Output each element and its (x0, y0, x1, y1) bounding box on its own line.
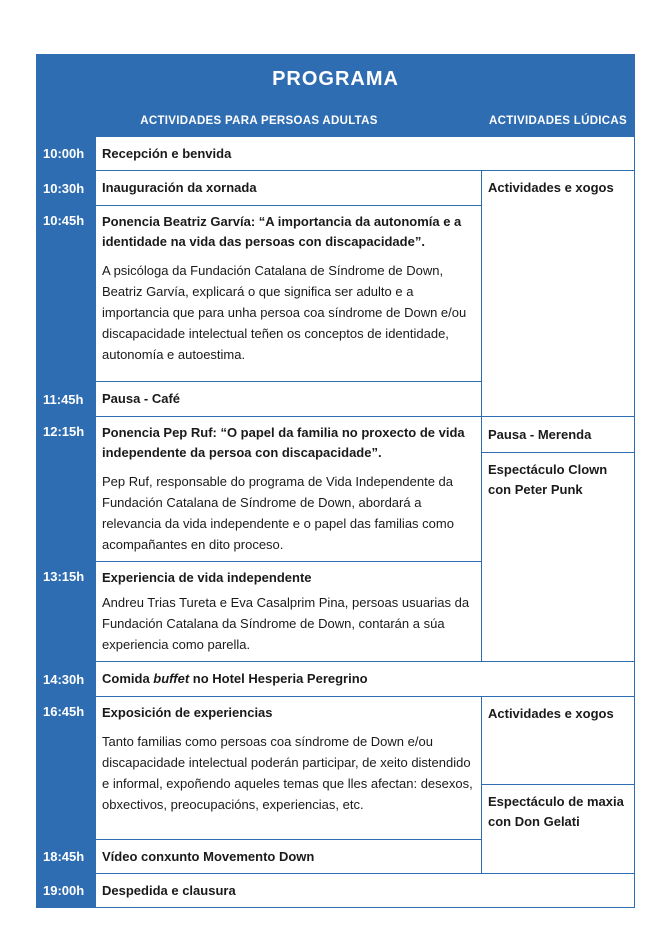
activity-title: Ponencia Beatriz Garvía: “A importancia da autonomía e a identidade na vida das persoas con discapacidade”. (102, 214, 462, 249)
time-cell: 18:45h (37, 840, 96, 874)
activity-cell (96, 137, 635, 171)
activity-title: Inauguración da xornada (102, 180, 257, 195)
activity-cell (96, 382, 482, 417)
time-cell: 13:15h (37, 562, 96, 662)
activity-cell (96, 840, 482, 874)
activity-title: Vídeo conxunto Movemento Down (102, 848, 315, 864)
activity-description: Tanto familias como persoas coa síndrome de Down e/ou discapacidade intelectual poderán participar, de xeito distendido e informal, expoñendo aqueles temas que lles afectan: desexos, obxectivos, preocupacións, experiencias, etc. (102, 734, 473, 812)
activity-description: A psicóloga da Fundación Catalana de Síndrome de Down, Beatriz Garvía, explicará o que significa ser adulto e a importancia que para unha persoa coa síndrome de Down e/ou discapacidade intelectual teñen os conceptos de identidade, autonomía e autoestima. (102, 263, 467, 362)
time-cell: 14:30h (37, 662, 96, 697)
ludic-snack-break: Pausa - Merenda (482, 417, 635, 453)
activity-title: Ponencia Pep Ruf: “O papel da familia no proxecto de vida independente da persoa con discapacidade”. (102, 425, 465, 460)
activity-cell (96, 206, 482, 382)
activity-description: Andreu Trias Tureta e Eva Casalprim Pina, persoas usuarias da Fundación Catalana da Síndrome de Down, contarán a súa experiencia como parella. (102, 595, 470, 652)
ludic-magic-show: Espectáculo de maxia con Don Gelati (482, 785, 635, 874)
activity-cell (96, 171, 482, 206)
ludic-activities-games-1: Actividades e xogos (482, 171, 635, 417)
time-cell: 10:45h (37, 206, 96, 382)
program-title: PROGRAMA (37, 55, 635, 105)
activity-title-part: Comida (102, 671, 154, 686)
time-cell: 16:45h (37, 697, 96, 840)
time-cell: 12:15h (37, 417, 96, 562)
ludic-clown-show: Espectáculo Clown con Peter Punk (482, 453, 635, 662)
header-adult-activities: ACTIVIDADES PARA PERSOAS ADULTAS (37, 105, 482, 137)
activity-cell (96, 417, 482, 562)
activity-title: Recepción e benvida (102, 145, 232, 161)
activity-title: Despedida e clausura (102, 882, 236, 898)
time-cell: 10:30h (37, 171, 96, 206)
activity-title (102, 671, 368, 686)
activity-cell (96, 874, 635, 908)
activity-title: Experiencia de vida independente (102, 570, 312, 585)
activity-title-emphasis: buffet (153, 671, 190, 686)
activity-title: Exposición de experiencias (102, 705, 273, 720)
time-cell: 11:45h (37, 382, 96, 417)
ludic-activities-games-2: Actividades e xogos (482, 697, 635, 785)
activity-title: Pausa - Café (102, 391, 181, 406)
program-table (36, 54, 635, 908)
activity-title-part: no Hotel Hesperia Peregrino (189, 671, 368, 686)
time-cell: 10:00h (37, 137, 96, 171)
time-cell: 19:00h (37, 874, 96, 908)
activity-cell (96, 562, 482, 662)
activity-description: Pep Ruf, responsable do programa de Vida Independente da Fundación Catalana de Síndrome de Down, abordará a relevancia da vida independente e o papel das familias como acompañantes en dito proceso. (102, 474, 454, 552)
activity-cell (96, 697, 482, 840)
activity-cell (96, 662, 635, 697)
header-ludic-activities: ACTIVIDADES LÚDICAS (482, 105, 635, 137)
